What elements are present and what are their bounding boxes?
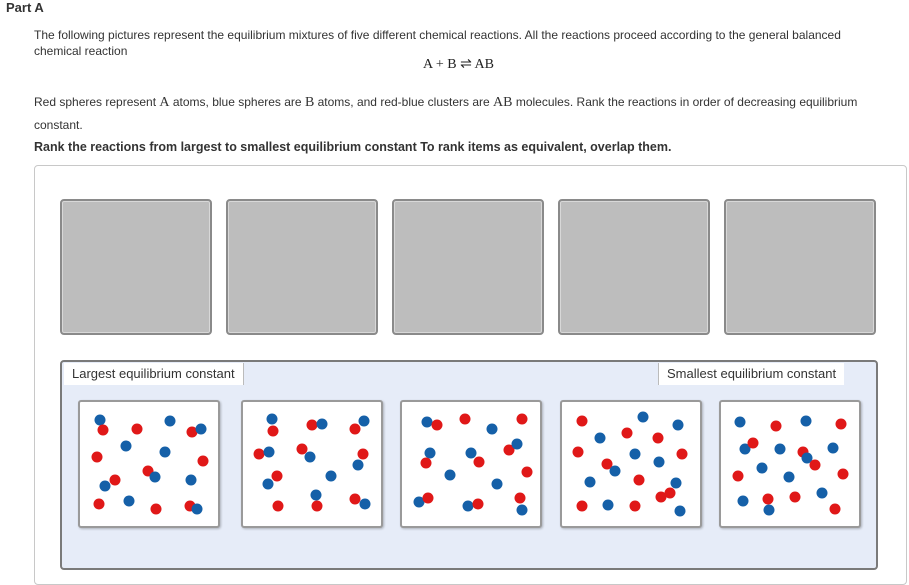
instruction-tail: To rank items as equivalent, overlap them. xyxy=(416,140,672,154)
empty-slot-4[interactable] xyxy=(558,199,710,335)
question-intro: The following pictures represent the equilibrium mixtures of five different chemical reactions. All the reactions proceed according to the general balanced chemical reaction xyxy=(34,28,841,58)
desc-text-1: Red spheres represent xyxy=(34,95,160,109)
reaction-3-image xyxy=(402,402,540,526)
smallest-label: Smallest equilibrium constant xyxy=(658,363,844,385)
balanced-equation: A + B ⇌ AB xyxy=(423,57,494,72)
reaction-card-1[interactable] xyxy=(78,400,220,528)
empty-slot-3[interactable] xyxy=(392,199,544,335)
instruction-main: Rank the reactions from largest to smallest equilibrium constant xyxy=(34,140,417,154)
question-description xyxy=(34,91,884,137)
symbol-a: A xyxy=(159,95,170,110)
reaction-card-2[interactable] xyxy=(241,400,383,528)
desc-text-4: molecules. Rank the reactions in order of decreasing equilibrium constant. xyxy=(34,95,858,132)
empty-slot-2[interactable] xyxy=(226,199,378,335)
reaction-4-image xyxy=(562,402,700,526)
largest-label: Largest equilibrium constant xyxy=(64,363,244,385)
reaction-card-5[interactable] xyxy=(719,400,861,528)
part-title: Part A xyxy=(6,0,44,15)
reaction-card-3[interactable] xyxy=(400,400,542,528)
empty-slot-1[interactable] xyxy=(60,199,212,335)
reaction-1-image xyxy=(80,402,218,526)
desc-text-2: atoms, blue spheres are xyxy=(169,95,305,109)
reaction-5-image xyxy=(721,402,859,526)
ranking-instruction xyxy=(34,140,671,154)
symbol-b: B xyxy=(304,95,315,110)
empty-slot-5[interactable] xyxy=(724,199,876,335)
reaction-card-4[interactable] xyxy=(560,400,702,528)
symbol-ab: AB xyxy=(493,95,513,110)
reaction-2-image xyxy=(243,402,381,526)
desc-text-3: atoms, and red-blue clusters are xyxy=(314,95,494,109)
